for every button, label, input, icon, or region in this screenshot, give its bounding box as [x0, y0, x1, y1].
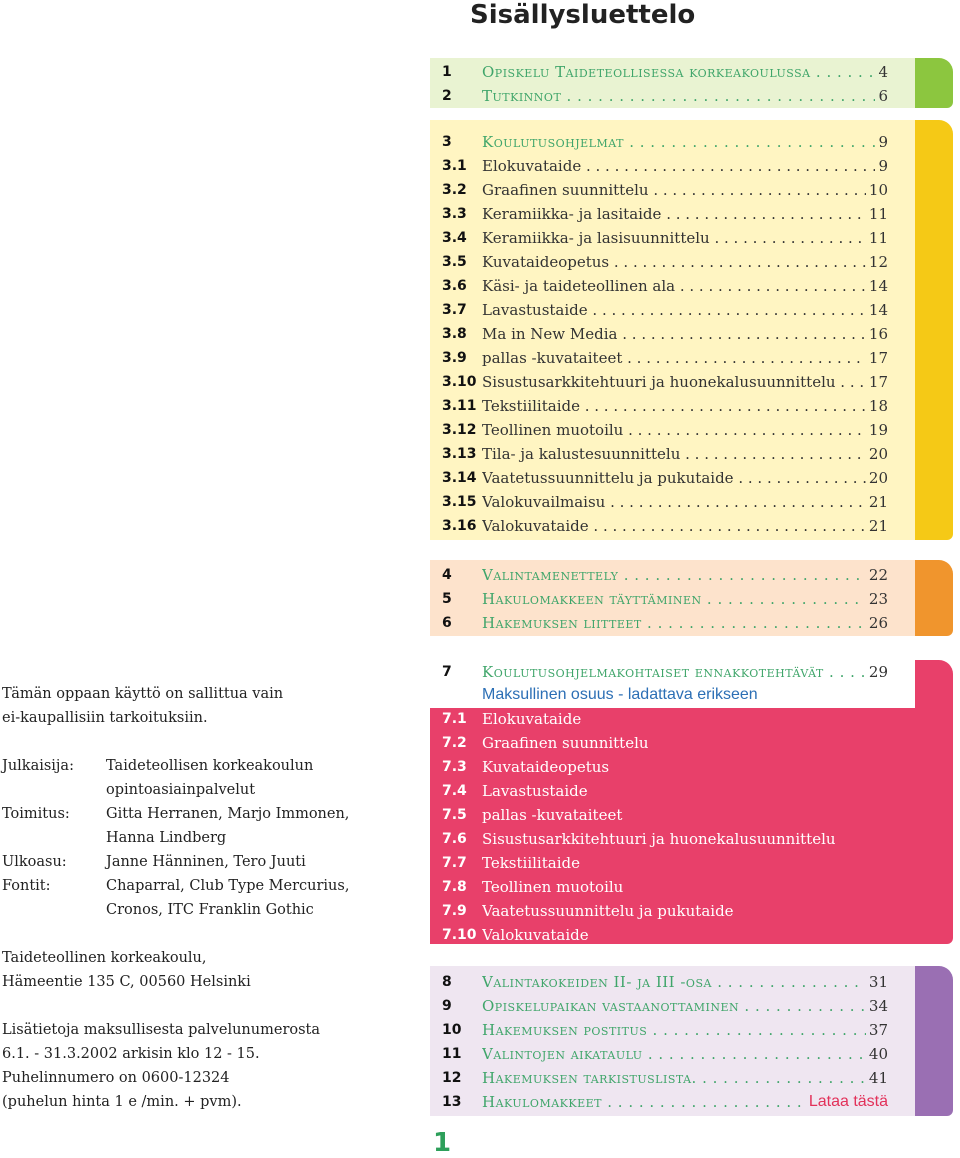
- toc-entry-number: 7.3: [442, 759, 467, 775]
- toc-entry-number: 5: [442, 591, 452, 607]
- toc-entry-number: 7.8: [442, 879, 467, 895]
- credit-publisher: Julkaisija: Taideteollisen korkeakoulun opintoasiainpalvelut: [2, 758, 314, 798]
- toc-entry-number: 7.6: [442, 831, 467, 847]
- toc-entry-number: 3.15: [442, 494, 477, 510]
- toc-entry-label: Hakemuksen postitus . . .: [482, 1019, 866, 1041]
- toc-entry-number: 13: [442, 1094, 462, 1110]
- toc-entry-number: 7.4: [442, 783, 467, 799]
- toc-entry-page: 17: [868, 349, 888, 367]
- toc-entry-label: Valintojen aikataulu . . .: [482, 1043, 866, 1065]
- toc-entry-label: Vaatetussuunnittelu ja pukutaide . . .: [482, 467, 866, 489]
- section-tab-yellow: [915, 120, 953, 540]
- toc-entry-page: 21: [868, 517, 888, 535]
- toc-entry-label: Lavastustaide: [482, 782, 588, 800]
- toc-entry-number: 3.11: [442, 398, 477, 414]
- toc-entry-page: 31: [868, 973, 888, 991]
- toc-entry-number: 10: [442, 1022, 462, 1038]
- toc-entry[interactable]: [442, 732, 888, 754]
- section-tab-orange: [915, 560, 953, 636]
- toc-entry-number: 3.9: [442, 350, 467, 366]
- toc-entry-label: Vaatetussuunnittelu ja pukutaide: [482, 902, 734, 920]
- toc-entry[interactable]: [442, 323, 888, 345]
- toc-entry-number: 7: [442, 664, 452, 680]
- toc-entry-number: 7.5: [442, 807, 467, 823]
- credit-fonts: Fontit: Chaparral, Club Type Mercurius, Cronos, ITC Franklin Gothic: [2, 878, 350, 918]
- toc-entry-page: 29: [868, 663, 888, 681]
- toc-entry-number: 3.12: [442, 422, 477, 438]
- credits: [2, 754, 422, 922]
- toc-entry-label: Tekstiilitaide: [482, 854, 580, 872]
- toc-entry-number: 7.1: [442, 711, 467, 727]
- toc-entry-label: Hakemuksen tarkistuslista. . . .: [482, 1067, 866, 1089]
- toc-entry-page: 9: [878, 133, 888, 151]
- toc-entry-number: 3.5: [442, 254, 467, 270]
- toc-entry-label: Lavastustaide . . .: [482, 299, 866, 321]
- toc-entry-label: Sisustusarkkitehtuuri ja huonekalusuunnittelu: [482, 830, 836, 848]
- toc-entry-number: 3.10: [442, 374, 477, 390]
- toc-entry-number: 3.13: [442, 446, 477, 462]
- toc-entry-page: 9: [878, 157, 888, 175]
- toc-entry-page: 20: [868, 469, 888, 487]
- toc-entry[interactable]: [442, 1091, 888, 1113]
- toc-entry-label: Teollinen muotoilu . . .: [482, 419, 866, 441]
- phone-info: Lisätietoja maksullisesta palvelunumerosta 6.1. - 31.3.2002 arkisin klo 12 - 15. Puhelinnumero on 0600-12324 (puhelun hinta 1 e /min. + pvm).: [2, 1022, 321, 1110]
- toc-entry-label: pallas -kuvataiteet . . .: [482, 347, 866, 369]
- toc-entry[interactable]: [442, 275, 888, 297]
- usage-line: Tämän oppaan käyttö on sallittua vain: [2, 686, 284, 702]
- toc-entry-label: Sisustusarkkitehtuuri ja huonekalusuunnittelu . . .: [482, 371, 866, 393]
- toc-entry-page: 37: [868, 1021, 888, 1039]
- toc-entry-label: Opiskelupaikan vastaanottaminen . . .: [482, 995, 866, 1017]
- toc-entry[interactable]: [442, 467, 888, 489]
- toc-entry-label: Valokuvataide . . .: [482, 515, 866, 537]
- toc-entry-page: 11: [868, 229, 888, 247]
- toc-entry-page: 10: [868, 181, 888, 199]
- toc-entry[interactable]: [442, 971, 888, 993]
- toc-entry[interactable]: [442, 371, 888, 393]
- toc-entry-page: 23: [868, 590, 888, 608]
- toc-entry-page: 14: [868, 301, 888, 319]
- toc-entry-label: Valintamenettely . . .: [482, 564, 866, 586]
- toc-entry-page: 11: [868, 205, 888, 223]
- toc-entry[interactable]: [442, 876, 888, 898]
- toc-entry-number: 3.1: [442, 158, 467, 174]
- address: Taideteollinen korkeakoulu, Hämeentie 135 C, 00560 Helsinki: [2, 950, 251, 990]
- toc-entry-label: pallas -kuvataiteet: [482, 806, 623, 824]
- toc-entry[interactable]: [442, 564, 888, 586]
- toc-entry[interactable]: [442, 227, 888, 249]
- page-title: Sisällysluettelo: [470, 0, 696, 30]
- toc-entry-page: 41: [868, 1069, 888, 1087]
- toc-entry-label: Keramiikka- ja lasisuunnittelu . . .: [482, 227, 866, 249]
- toc-entry[interactable]: [442, 1043, 888, 1065]
- credit-editors: Toimitus: Gitta Herranen, Marjo Immonen, Hanna Lindberg: [2, 806, 350, 846]
- toc-entry-page: 16: [868, 325, 888, 343]
- toc-entry-page: 40: [868, 1045, 888, 1063]
- toc-entry-label: Teollinen muotoilu: [482, 878, 624, 896]
- toc-entry-page: 6: [878, 87, 888, 105]
- toc-entry-number: 7.7: [442, 855, 467, 871]
- section-tab-purple: [915, 966, 953, 1116]
- toc-entry-number: 12: [442, 1070, 462, 1086]
- toc-entry-number: 2: [442, 88, 452, 104]
- toc-entry[interactable]: [442, 155, 888, 177]
- toc-entry-number: 11: [442, 1046, 462, 1062]
- toc-entry-label: Tekstiilitaide . . .: [482, 395, 866, 417]
- toc-entry-number: 7.9: [442, 903, 467, 919]
- toc-entry[interactable]: [442, 804, 888, 826]
- toc-entry-number: 7.2: [442, 735, 467, 751]
- toc-entry-label: Opiskelu Taideteollisessa korkeakoulussa . . .: [482, 61, 875, 83]
- toc-entry[interactable]: [442, 780, 888, 802]
- usage-note: [2, 682, 422, 730]
- toc-entry-label: Ma in New Media . . .: [482, 323, 866, 345]
- toc-entry-label: Tutkinnot . . .: [482, 85, 875, 107]
- toc-entry[interactable]: [442, 661, 888, 683]
- toc-entry-number: 3: [442, 134, 452, 150]
- toc-entry[interactable]: [442, 612, 888, 634]
- toc-entry-number: 3.4: [442, 230, 467, 246]
- toc-entry-label: Kuvataideopetus . . .: [482, 251, 866, 273]
- toc-entry[interactable]: [442, 61, 888, 83]
- toc-entry-number: 3.14: [442, 470, 477, 486]
- toc-entry-page: 26: [868, 614, 888, 632]
- toc-entry-label: Hakulomakkeet . . .: [482, 1091, 806, 1113]
- toc-entry-page: Lataa tästä: [808, 1093, 888, 1110]
- toc-entry[interactable]: [442, 828, 888, 850]
- toc-entry-page: 21: [868, 493, 888, 511]
- toc-entry[interactable]: [442, 588, 888, 610]
- toc-entry[interactable]: [442, 299, 888, 321]
- toc-entry-label: Valokuvataide: [482, 926, 589, 944]
- toc-entry[interactable]: [442, 395, 888, 417]
- toc-entry-page: 22: [868, 566, 888, 584]
- toc-entry-number: 4: [442, 567, 452, 583]
- toc-entry[interactable]: [442, 1067, 888, 1089]
- toc-entry-number: 3.7: [442, 302, 467, 318]
- toc-entry[interactable]: [442, 708, 888, 730]
- toc-entry-page: 14: [868, 277, 888, 295]
- toc-entry-label: Koulutusohjelmakohtaiset ennakkotehtävät . . .: [482, 661, 866, 683]
- toc-entry-number: 3.6: [442, 278, 467, 294]
- toc-entry[interactable]: [442, 491, 888, 513]
- toc-entry-label: Graafinen suunnittelu: [482, 734, 649, 752]
- toc-entry[interactable]: [442, 995, 888, 1017]
- toc-entry[interactable]: [442, 756, 888, 778]
- toc-entry[interactable]: [442, 515, 888, 537]
- toc-entry-label: Tila- ja kalustesuunnittelu . . .: [482, 443, 866, 465]
- toc-entry[interactable]: [442, 900, 888, 922]
- toc-entry[interactable]: [442, 179, 888, 201]
- toc-entry-page: 20: [868, 445, 888, 463]
- toc-entry[interactable]: [442, 203, 888, 225]
- toc-entry-page: 19: [868, 421, 888, 439]
- credit-layout: Ulkoasu: Janne Hänninen, Tero Juuti: [2, 854, 306, 870]
- toc-entry-label: Graafinen suunnittelu . . .: [482, 179, 866, 201]
- toc-entry-number: 1: [442, 64, 452, 80]
- usage-line: ei-kaupallisiin tarkoituksiin.: [2, 710, 208, 726]
- toc-entry-number: 3.3: [442, 206, 467, 222]
- toc-entry[interactable]: [442, 251, 888, 273]
- toc-entry[interactable]: [442, 85, 888, 107]
- toc-entry-label: Valokuvailmaisu . . .: [482, 491, 866, 513]
- toc-entry-label: Valintakokeiden II- ja III -osa . . .: [482, 971, 866, 993]
- toc-entry-label: Elokuvataide . . .: [482, 155, 875, 177]
- toc-entry-label: Kuvataideopetus: [482, 758, 610, 776]
- toc-entry-number: 9: [442, 998, 452, 1014]
- toc-entry[interactable]: [442, 131, 888, 153]
- section-tab-green: [915, 58, 953, 108]
- toc-entry[interactable]: [442, 924, 888, 946]
- toc-entry-page: 34: [868, 997, 888, 1015]
- toc-entry-number: 3.2: [442, 182, 467, 198]
- toc-entry-label: Keramiikka- ja lasitaide . . .: [482, 203, 866, 225]
- section-tab-pink: [915, 660, 953, 944]
- toc-entry-label: Käsi- ja taideteollinen ala . . .: [482, 275, 866, 297]
- toc-entry-number: 6: [442, 615, 452, 631]
- toc-entry[interactable]: [442, 1019, 888, 1041]
- toc-entry-page: 4: [878, 63, 888, 81]
- toc-entry[interactable]: [442, 419, 888, 441]
- toc-entry-label: Hakulomakkeen täyttäminen . . .: [482, 588, 866, 610]
- toc-entry-page: 18: [868, 397, 888, 415]
- toc-entry-number: 7.10: [442, 927, 477, 943]
- toc-entry-page: 17: [868, 373, 888, 391]
- toc-entry-label: Koulutusohjelmat . . .: [482, 131, 875, 153]
- toc-entry-number: 8: [442, 974, 452, 990]
- toc-entry-number: 3.16: [442, 518, 477, 534]
- toc-entry[interactable]: [442, 347, 888, 369]
- toc-entry-label: Hakemuksen liitteet . . .: [482, 612, 866, 634]
- toc-entry[interactable]: [442, 443, 888, 465]
- page-number: 1: [433, 1128, 452, 1158]
- toc-entry-page: 12: [868, 253, 888, 271]
- toc-entry-label: Elokuvataide: [482, 710, 582, 728]
- paid-section-note: Maksullinen osuus - ladattava erikseen: [482, 686, 758, 703]
- toc-entry-number: 3.8: [442, 326, 467, 342]
- toc-entry[interactable]: [442, 852, 888, 874]
